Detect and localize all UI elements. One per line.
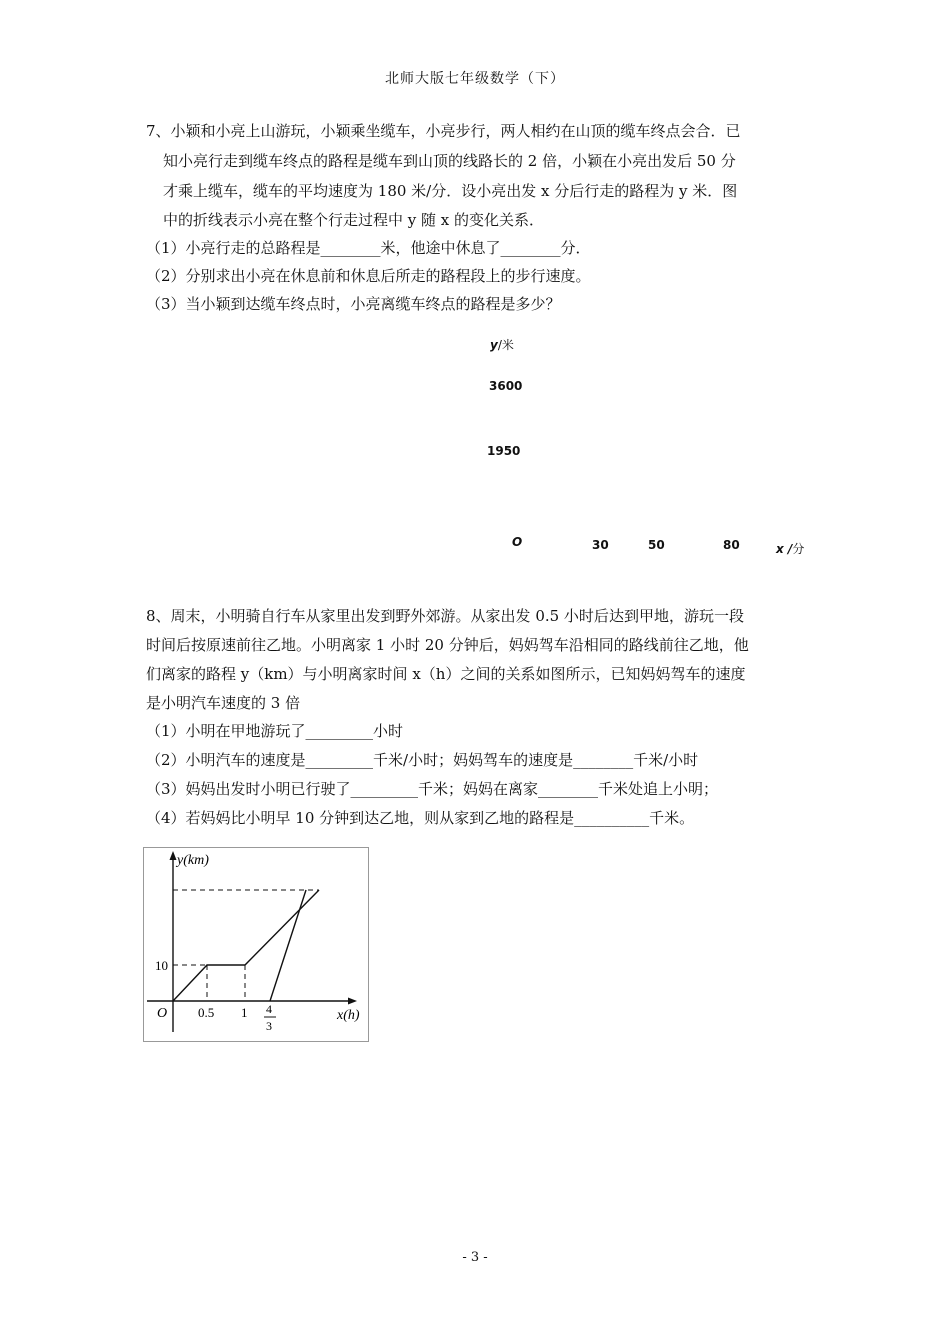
- q8-line-1: 8、周末，小明骑自行车从家里出发到野外郊游。从家出发 0.5 小时后达到甲地，游玩一段: [146, 607, 744, 625]
- q7-x-axis-label: [776, 538, 804, 557]
- q7-y-var: y: [490, 338, 498, 352]
- q8-graph-frame: [144, 848, 369, 1042]
- page-header: 北师大版七年级数学（下）: [385, 71, 565, 87]
- q7-x-tick-30: 30: [592, 538, 609, 552]
- q7-y-tick-1950: 1950: [487, 444, 521, 458]
- q8-sub-2: （2）小明汽车的速度是_________千米/小时；妈妈驾车的速度是________千米/小时: [146, 751, 699, 769]
- q8-sub-4: （4）若妈妈比小明早 10 分钟到达乙地，则从家到乙地的路程是__________千米。: [146, 809, 695, 827]
- q7-y-unit: /米: [497, 338, 514, 352]
- q7-sub-2: （2）分别求出小亮在休息前和休息后所走的路程段上的步行速度。: [146, 267, 591, 285]
- q7-x-tick-50: 50: [648, 538, 665, 552]
- q8-line-3: 们离家的路程 y（km）与小明离家时间 x（h）之间的关系如图所示，已知妈妈驾车的速度: [146, 665, 746, 683]
- q7-x-var: x /: [776, 542, 793, 556]
- q8-line-2: 时间后按原速前往乙地。小明离家 1 小时 20 分钟后，妈妈驾车沿相同的路线前往乙地，他: [146, 636, 749, 654]
- q8-x-tick-05: 0.5: [198, 1005, 215, 1020]
- q7-sub-3: （3）当小颖到达缆车终点时，小亮离缆车终点的路程是多少？: [146, 295, 561, 313]
- q7-x-unit: 分: [792, 542, 805, 556]
- q7-line-4: 中的折线表示小亮在整个行走过程中 y 随 x 的变化关系．: [163, 211, 545, 229]
- page-number: - 3 -: [462, 1250, 488, 1265]
- q8-origin-label: O: [157, 1006, 168, 1021]
- q7-line-3: 才乘上缆车，缆车的平均速度为 180 米/分．设小亮出发 x 分后行走的路程为 y 米．图: [163, 182, 738, 200]
- q8-sub-3: （3）妈妈出发时小明已行驶了_________千米；妈妈在离家________千米处追上小明；: [146, 780, 719, 798]
- q7-origin-label: O: [512, 535, 523, 549]
- q8-x-label: x(h): [337, 1008, 360, 1023]
- q8-x-frac-den: 3: [266, 1019, 272, 1033]
- q7-y-axis-label: [490, 334, 514, 353]
- q7-line-1: 7、小颖和小亮上山游玩，小颖乘坐缆车，小亮步行，两人相约在山顶的缆车终点会合．已: [146, 122, 741, 140]
- q8-line-4: 是小明汽车速度的 3 倍: [146, 694, 301, 712]
- q8-y-label: y(km): [177, 853, 209, 868]
- q7-y-tick-3600: 3600: [489, 379, 523, 393]
- q8-x-frac-num: 4: [266, 1002, 272, 1016]
- q7-x-tick-80: 80: [723, 538, 740, 552]
- q8-x-tick-1: 1: [241, 1005, 248, 1020]
- q8-y-tick-10: 10: [155, 958, 168, 973]
- q8-graph: [143, 847, 369, 1042]
- q8-sub-1: （1）小明在甲地游玩了_________小时: [146, 722, 404, 740]
- q7-sub-1: （1）小亮行走的总路程是________米，他途中休息了________分．: [146, 239, 591, 257]
- q7-line-2: 知小亮行走到缆车终点的路程是缆车到山顶的线路长的 2 倍，小颖在小亮出发后 50 分: [163, 152, 736, 170]
